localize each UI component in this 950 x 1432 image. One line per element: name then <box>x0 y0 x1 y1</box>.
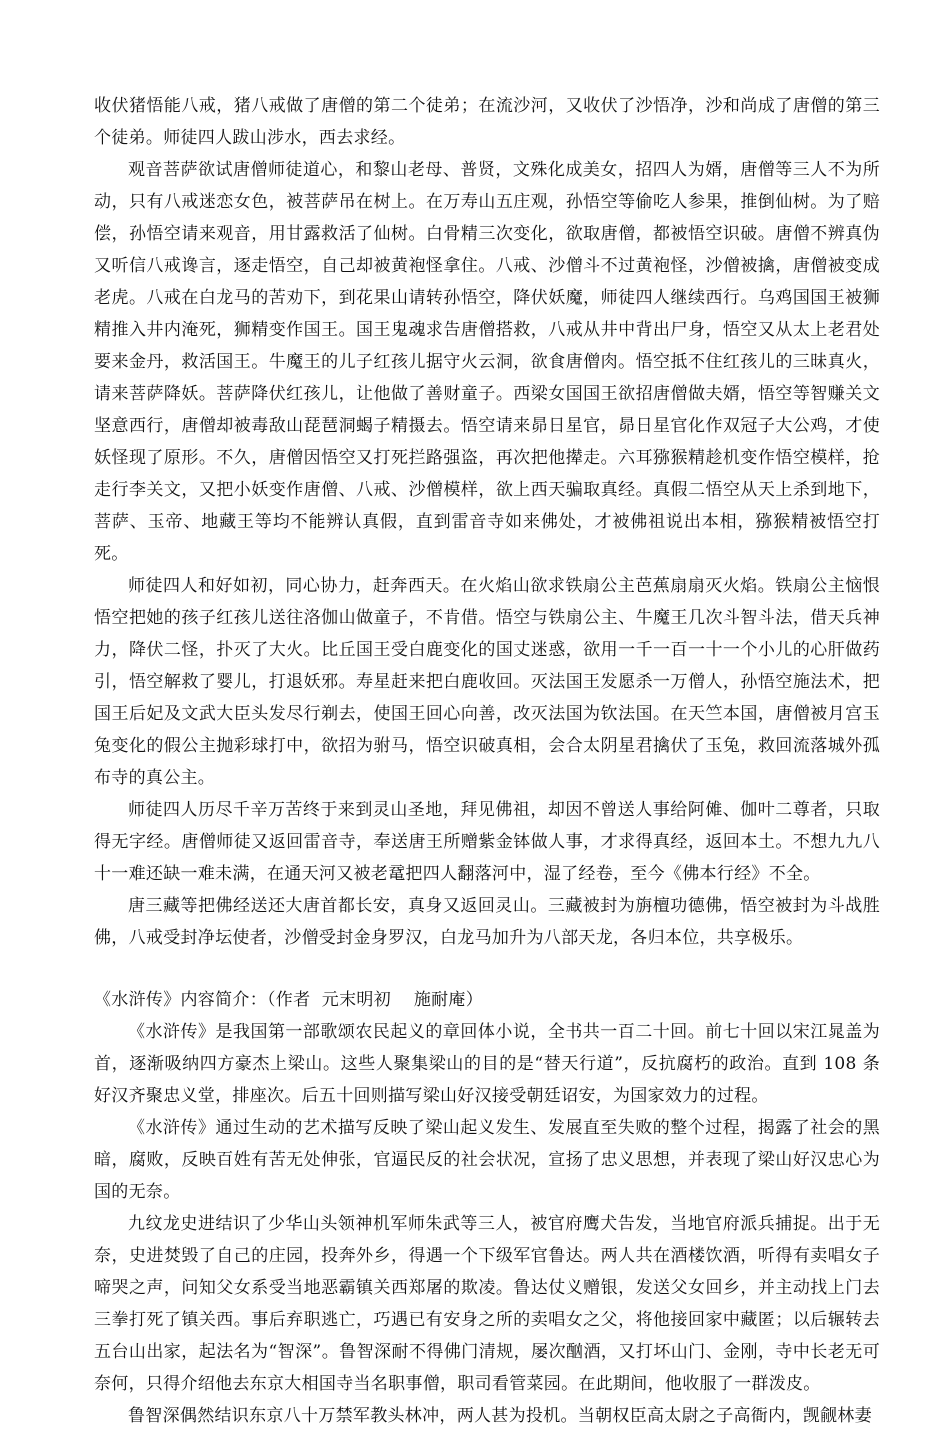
shuihu-heading: 《水浒传》内容简介：（作者 元末明初 施耐庵） <box>94 990 484 1010</box>
xiyouji-paragraph-2: 观音菩萨欲试唐僧师徒道心，和黎山老母、普贤，文殊化成美女，招四人为婿，唐僧等三人不为所动，只有八戒迷恋女色，被菩萨吊在树上。在万寿山五庄观，孙悟空等偷吃人参果，推倒仙树。为了赔偿，孙悟空请来观音，用甘露救活了仙树。白骨精三次变化，欲取唐僧，都被悟空识破。唐僧不辨真伪又听信八戒谗言，逐走悟空，自己却被黄袍怪拿住。八戒、沙僧斗不过黄袍怪，沙僧被擒，唐僧被变成老虎。八戒在白龙马的苦劝下，到花果山请转孙悟空，降伏妖魔，师徒四人继续西行。乌鸡国国王被狮精推入井内淹死，狮精变作国王。国王鬼魂求告唐僧搭救，八戒从井中背出尸身，悟空又从太上老君处要来金丹，救活国王。牛魔王的儿子红孩儿据守火云洞，欲食唐僧肉。悟空抵不住红孩儿的三昧真火，请来菩萨降妖。菩萨降伏红孩儿，让他做了善财童子。西梁女国国王欲招唐僧做夫婿，悟空等智赚关文坚意西行，唐僧却被毒敌山琵琶洞蝎子精摄去。悟空请来昴日星官，昴日星官化作双冠子大公鸡，才使妖怪现了原形。不久，唐僧因悟空又打死拦路强盗，再次把他撵走。六耳猕猴精趁机变作悟空模样，抢走行李关文，又把小妖变作唐僧、八戒、沙僧模样，欲上西天骗取真经。真假二悟空从天上杀到地下，菩萨、玉帝、地藏王等均不能辨认真假，直到雷音寺如来佛处，才被佛祖说出本相，猕猴精被悟空打死。 <box>94 160 880 564</box>
xiyouji-paragraph-1: 收伏猪悟能八戒，猪八戒做了唐僧的第二个徒弟；在流沙河，又收伏了沙悟净，沙和尚成了唐僧的第三个徒弟。师徒四人跋山涉水，西去求经。 <box>94 96 880 148</box>
xiyouji-paragraph-5: 唐三藏等把佛经送还大唐首都长安，真身又返回灵山。三藏被封为旃檀功德佛，悟空被封为斗战胜佛，八戒受封净坛使者，沙僧受封金身罗汉，白龙马加升为八部天龙，各归本位，共享极乐。 <box>94 896 880 948</box>
shuihu-paragraph-3: 九纹龙史进结识了少华山头领神机军师朱武等三人，被官府鹰犬告发，当地官府派兵捕捉。出于无奈，史进焚毁了自己的庄园，投奔外乡，得遇一个下级军官鲁达。两人共在酒楼饮酒，听得有卖唱女子啼哭之声，问知父女系受当地恶霸镇关西郑屠的欺凌。鲁达仗义赠银，发送父女回乡，并主动找上门去三拳打死了镇关西。事后弃职逃亡，巧遇已有安身之所的卖唱女之父，将他接回家中藏匿；以后辗转去五台山出家，起法名为“智深”。鲁智深耐不得佛门清规，屡次酗酒，又打坏山门、金刚，寺中长老无可奈何，只得介绍他去东京大相国寺当名职事僧，职司看管菜园。在此期间，他收服了一群泼皮。 <box>94 1214 880 1394</box>
shuihu-paragraph-2: 《水浒传》通过生动的艺术描写反映了梁山起义发生、发展直至失败的整个过程，揭露了社会的黑暗，腐败，反映百姓有苦无处伸张，官逼民反的社会状况，宣扬了忠义思想，并表现了梁山好汉忠心为国的无奈。 <box>94 1118 880 1202</box>
shuihu-paragraph-4: 鲁智深偶然结识东京八十万禁军教头林冲，两人甚为投机。当朝权臣高太尉之子高衙内，觊觎林妻 <box>128 1406 872 1426</box>
document-page <box>94 90 880 1432</box>
xiyouji-paragraph-3: 师徒四人和好如初，同心协力，赶奔西天。在火焰山欲求铁扇公主芭蕉扇扇灭火焰。铁扇公主恼恨悟空把她的孩子红孩儿送往洛伽山做童子，不肯借。悟空与铁扇公主、牛魔王几次斗智斗法，借天兵神力，降伏二怪，扑灭了大火。比丘国王受白鹿变化的国丈迷惑，欲用一千一百一十一个小儿的心肝做药引，悟空解救了婴儿，打退妖邪。寿星赶来把白鹿收回。灭法国王发愿杀一万僧人，孙悟空施法术，把国王后妃及文武大臣头发尽行剃去，使国王回心向善，改灭法国为钦法国。在天竺本国，唐僧被月宫玉兔变化的假公主抛彩球打中，欲招为驸马，悟空识破真相，会合太阴星君擒伏了玉兔，救回流落城外孤布寺的真公主。 <box>94 576 880 788</box>
shuihu-paragraph-1: 《水浒传》是我国第一部歌颂农民起义的章回体小说，全书共一百二十回。前七十回以宋江晁盖为首，逐渐吸纳四方豪杰上梁山。这些人聚集梁山的目的是“替天行道”，反抗腐朽的政治。直到 108 条好汉齐聚忠义堂，排座次。后五十回则描写梁山好汉接受朝廷诏安，为国家效力的过程。 <box>94 1022 880 1106</box>
xiyouji-paragraph-4: 师徒四人历尽千辛万苦终于来到灵山圣地，拜见佛祖，却因不曾送人事给阿傩、伽叶二尊者，只取得无字经。唐僧师徒又返回雷音寺，奉送唐王所赠紫金钵做人事，才求得真经，返回本土。不想九九八十一难还缺一难未满，在通天河又被老鼋把四人翻落河中，湿了经卷，至今《佛本行经》不全。 <box>94 800 880 884</box>
